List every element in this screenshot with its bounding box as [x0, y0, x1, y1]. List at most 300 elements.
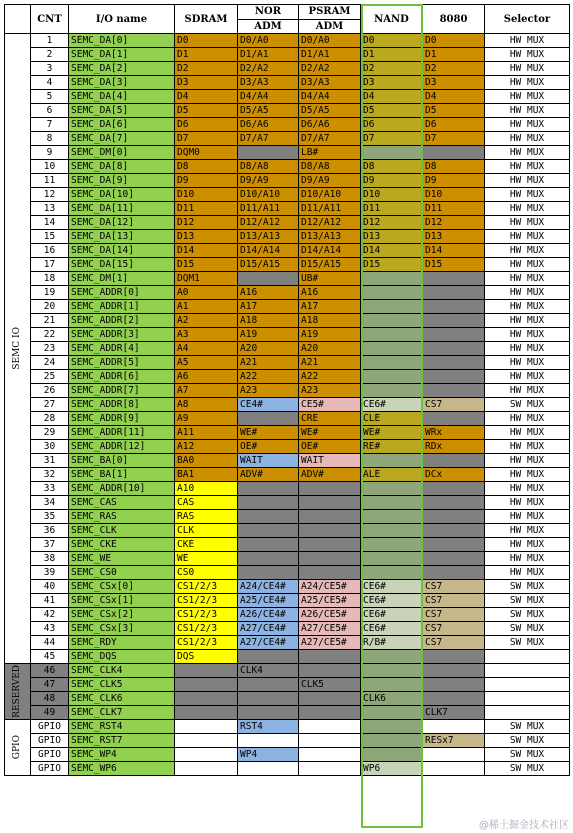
cell-cnt: 37	[31, 538, 69, 552]
cell-nor: OE#	[238, 440, 299, 454]
table-row	[5, 216, 570, 230]
table-row	[5, 132, 570, 146]
group-label-text: SEMC IO	[12, 327, 22, 370]
cell-io-name: SEMC_DM[0]	[69, 146, 175, 160]
cell-nor: WP4	[238, 748, 299, 762]
cell-psram	[299, 566, 361, 580]
cell-selector: SW MUX	[485, 762, 570, 776]
header-cnt: CNT	[31, 5, 69, 34]
cell-io-name: SEMC_BA[0]	[69, 454, 175, 468]
cell-psram: UB#	[299, 272, 361, 286]
table-row	[5, 692, 570, 706]
cell-i8080	[423, 356, 485, 370]
cell-io-name: SEMC_ADDR[8]	[69, 398, 175, 412]
header-nand: NAND	[361, 5, 423, 34]
cell-nor: D3/A3	[238, 76, 299, 90]
cell-i8080: D15	[423, 258, 485, 272]
cell-io-name: SEMC_ADDR[10]	[69, 482, 175, 496]
cell-nor: A24/CE4#	[238, 580, 299, 594]
cell-nand: RE#	[361, 440, 423, 454]
cell-cnt: 42	[31, 608, 69, 622]
header-psram: PSRAM	[299, 5, 361, 20]
cell-selector: HW MUX	[485, 90, 570, 104]
cell-io-name: SEMC_DA[5]	[69, 104, 175, 118]
header-selector: Selector	[485, 5, 570, 34]
cell-nand: CE6#	[361, 608, 423, 622]
table-row	[5, 538, 570, 552]
cell-nand: CE6#	[361, 622, 423, 636]
group-label	[5, 664, 31, 720]
cell-psram: A26/CE5#	[299, 608, 361, 622]
cell-nor: D11/A11	[238, 202, 299, 216]
cell-nor: D2/A2	[238, 62, 299, 76]
cell-sdram: D0	[175, 34, 238, 48]
table-row	[5, 650, 570, 664]
cell-io-name: SEMC_ADDR[0]	[69, 286, 175, 300]
cell-io-name: SEMC_WE	[69, 552, 175, 566]
cell-selector: HW MUX	[485, 174, 570, 188]
cell-io-name: SEMC_CS0	[69, 566, 175, 580]
cell-nor: CE4#	[238, 398, 299, 412]
table-row	[5, 720, 570, 734]
table-row	[5, 104, 570, 118]
cell-psram	[299, 664, 361, 678]
cell-cnt: 32	[31, 468, 69, 482]
cell-sdram: CS1/2/3	[175, 636, 238, 650]
cell-nand: D2	[361, 62, 423, 76]
cell-io-name: SEMC_DM[1]	[69, 272, 175, 286]
cell-psram: WE#	[299, 426, 361, 440]
cell-psram	[299, 538, 361, 552]
table-row	[5, 90, 570, 104]
cell-nor: A19	[238, 328, 299, 342]
cell-cnt: 24	[31, 356, 69, 370]
cell-io-name: SEMC_DA[15]	[69, 258, 175, 272]
cell-sdram: CS1/2/3	[175, 580, 238, 594]
cell-psram: CRE	[299, 412, 361, 426]
cell-sdram: D5	[175, 104, 238, 118]
cell-sdram: BA0	[175, 454, 238, 468]
cell-cnt: 21	[31, 314, 69, 328]
cell-io-name: SEMC_CSx[0]	[69, 580, 175, 594]
cell-psram	[299, 510, 361, 524]
header-corner	[5, 5, 31, 34]
cell-psram: A21	[299, 356, 361, 370]
cell-selector: HW MUX	[485, 118, 570, 132]
cell-selector: HW MUX	[485, 34, 570, 48]
cell-cnt: 48	[31, 692, 69, 706]
cell-cnt: 14	[31, 216, 69, 230]
cell-cnt: 25	[31, 370, 69, 384]
table-row	[5, 258, 570, 272]
cell-i8080	[423, 538, 485, 552]
cell-nand	[361, 272, 423, 286]
cell-nand: D3	[361, 76, 423, 90]
cell-cnt: 29	[31, 426, 69, 440]
cell-sdram: D14	[175, 244, 238, 258]
cell-sdram: A6	[175, 370, 238, 384]
cell-sdram: A12	[175, 440, 238, 454]
cell-selector: HW MUX	[485, 440, 570, 454]
cell-cnt: GPIO	[31, 734, 69, 748]
cell-i8080: CS7	[423, 608, 485, 622]
cell-nand: D7	[361, 132, 423, 146]
cell-i8080	[423, 272, 485, 286]
cell-nor: D6/A6	[238, 118, 299, 132]
cell-selector: HW MUX	[485, 132, 570, 146]
cell-psram: A19	[299, 328, 361, 342]
cell-io-name: SEMC_DA[12]	[69, 216, 175, 230]
cell-nand: CE6#	[361, 594, 423, 608]
cell-selector: SW MUX	[485, 734, 570, 748]
cell-cnt: GPIO	[31, 748, 69, 762]
cell-i8080: D11	[423, 202, 485, 216]
cell-nand: D12	[361, 216, 423, 230]
cell-nand: D0	[361, 34, 423, 48]
group-label	[5, 720, 31, 776]
cell-selector: HW MUX	[485, 244, 570, 258]
cell-selector: HW MUX	[485, 370, 570, 384]
cell-cnt: 31	[31, 454, 69, 468]
cell-io-name: SEMC_BA[1]	[69, 468, 175, 482]
cell-nor: A21	[238, 356, 299, 370]
cell-i8080	[423, 762, 485, 776]
cell-cnt: 41	[31, 594, 69, 608]
table-row	[5, 412, 570, 426]
cell-nand: D9	[361, 174, 423, 188]
cell-psram: D13/A13	[299, 230, 361, 244]
cell-i8080: RESx7	[423, 734, 485, 748]
cell-io-name: SEMC_DA[10]	[69, 188, 175, 202]
cell-nor: WAIT	[238, 454, 299, 468]
cell-selector	[485, 678, 570, 692]
cell-nand: WE#	[361, 426, 423, 440]
cell-selector	[485, 692, 570, 706]
cell-i8080: WRx	[423, 426, 485, 440]
cell-nand: CLK6	[361, 692, 423, 706]
cell-io-name: SEMC_DA[8]	[69, 160, 175, 174]
cell-nor	[238, 734, 299, 748]
cell-nor	[238, 146, 299, 160]
cell-nor	[238, 496, 299, 510]
cell-sdram: D8	[175, 160, 238, 174]
cell-cnt: 34	[31, 496, 69, 510]
cell-nand	[361, 720, 423, 734]
cell-psram	[299, 706, 361, 720]
cell-cnt: 44	[31, 636, 69, 650]
cell-i8080	[423, 496, 485, 510]
cell-nand	[361, 538, 423, 552]
cell-i8080	[423, 314, 485, 328]
cell-psram: OE#	[299, 440, 361, 454]
cell-psram: A27/CE5#	[299, 636, 361, 650]
table-row	[5, 454, 570, 468]
table-row	[5, 356, 570, 370]
cell-psram: A24/CE5#	[299, 580, 361, 594]
cell-selector: HW MUX	[485, 426, 570, 440]
cell-sdram: A2	[175, 314, 238, 328]
cell-sdram: D11	[175, 202, 238, 216]
cell-cnt: 19	[31, 286, 69, 300]
table-row	[5, 608, 570, 622]
cell-i8080	[423, 748, 485, 762]
table-row	[5, 426, 570, 440]
cell-i8080: CS7	[423, 636, 485, 650]
cell-cnt: 47	[31, 678, 69, 692]
cell-selector: HW MUX	[485, 538, 570, 552]
cell-nor: D4/A4	[238, 90, 299, 104]
cell-selector: HW MUX	[485, 104, 570, 118]
cell-nand	[361, 370, 423, 384]
cell-psram: ADV#	[299, 468, 361, 482]
group-label-text: GPIO	[12, 735, 22, 760]
cell-psram: D8/A8	[299, 160, 361, 174]
cell-selector: HW MUX	[485, 188, 570, 202]
cell-nand	[361, 678, 423, 692]
cell-nand	[361, 706, 423, 720]
cell-psram: D6/A6	[299, 118, 361, 132]
cell-nand: CE6#	[361, 580, 423, 594]
cell-cnt: 6	[31, 104, 69, 118]
cell-cnt: 33	[31, 482, 69, 496]
cell-cnt: 35	[31, 510, 69, 524]
cell-sdram: CKE	[175, 538, 238, 552]
cell-i8080: D3	[423, 76, 485, 90]
cell-cnt: 26	[31, 384, 69, 398]
cell-nor: RST4	[238, 720, 299, 734]
cell-cnt: 45	[31, 650, 69, 664]
cell-nor: D10/A10	[238, 188, 299, 202]
cell-io-name: SEMC_CLK7	[69, 706, 175, 720]
cell-selector: HW MUX	[485, 496, 570, 510]
cell-sdram: D7	[175, 132, 238, 146]
cell-selector: HW MUX	[485, 384, 570, 398]
cell-io-name: SEMC_ADDR[7]	[69, 384, 175, 398]
cell-psram: D15/A15	[299, 258, 361, 272]
cell-io-name: SEMC_DA[1]	[69, 48, 175, 62]
cell-i8080	[423, 720, 485, 734]
cell-nand	[361, 384, 423, 398]
cell-io-name: SEMC_CLK4	[69, 664, 175, 678]
cell-selector: HW MUX	[485, 76, 570, 90]
cell-nand	[361, 510, 423, 524]
cell-io-name: SEMC_DA[9]	[69, 174, 175, 188]
cell-io-name: SEMC_ADDR[5]	[69, 356, 175, 370]
cell-nand: D5	[361, 104, 423, 118]
cell-psram	[299, 762, 361, 776]
cell-nand	[361, 146, 423, 160]
cell-nor: D0/A0	[238, 34, 299, 48]
cell-psram: A20	[299, 342, 361, 356]
cell-sdram: D9	[175, 174, 238, 188]
cell-i8080	[423, 692, 485, 706]
cell-nand: CLE	[361, 412, 423, 426]
cell-sdram: D10	[175, 188, 238, 202]
pinmux-table	[4, 4, 570, 776]
cell-io-name: SEMC_CLK	[69, 524, 175, 538]
cell-nor: A16	[238, 286, 299, 300]
cell-sdram: DQM1	[175, 272, 238, 286]
cell-nor	[238, 762, 299, 776]
cell-io-name: SEMC_DA[6]	[69, 118, 175, 132]
cell-psram: D14/A14	[299, 244, 361, 258]
cell-cnt: 23	[31, 342, 69, 356]
cell-cnt: 12	[31, 188, 69, 202]
cell-nand	[361, 454, 423, 468]
table-row	[5, 286, 570, 300]
cell-i8080: CS7	[423, 594, 485, 608]
cell-i8080: D14	[423, 244, 485, 258]
cell-io-name: SEMC_ADDR[3]	[69, 328, 175, 342]
table-row	[5, 174, 570, 188]
cell-i8080	[423, 384, 485, 398]
cell-selector	[485, 650, 570, 664]
cell-nor: WE#	[238, 426, 299, 440]
cell-cnt: 39	[31, 566, 69, 580]
cell-cnt: 28	[31, 412, 69, 426]
cell-cnt: 38	[31, 552, 69, 566]
cell-io-name: SEMC_DA[4]	[69, 90, 175, 104]
cell-cnt: 9	[31, 146, 69, 160]
cell-selector	[485, 706, 570, 720]
cell-nor: A25/CE4#	[238, 594, 299, 608]
cell-selector: SW MUX	[485, 720, 570, 734]
cell-cnt: 22	[31, 328, 69, 342]
cell-sdram: WE	[175, 552, 238, 566]
cell-psram: A22	[299, 370, 361, 384]
cell-nor: D5/A5	[238, 104, 299, 118]
cell-selector: SW MUX	[485, 580, 570, 594]
cell-i8080: D2	[423, 62, 485, 76]
cell-sdram: D3	[175, 76, 238, 90]
cell-selector: HW MUX	[485, 468, 570, 482]
cell-psram: A23	[299, 384, 361, 398]
table-row	[5, 580, 570, 594]
cell-psram: A18	[299, 314, 361, 328]
cell-nand	[361, 566, 423, 580]
table-row	[5, 244, 570, 258]
cell-psram: D3/A3	[299, 76, 361, 90]
table-row	[5, 482, 570, 496]
cell-psram: D9/A9	[299, 174, 361, 188]
table-row	[5, 510, 570, 524]
cell-cnt: 43	[31, 622, 69, 636]
cell-selector: SW MUX	[485, 608, 570, 622]
cell-sdram: A7	[175, 384, 238, 398]
cell-sdram: DQM0	[175, 146, 238, 160]
cell-io-name: SEMC_RDY	[69, 636, 175, 650]
cell-io-name: SEMC_DQS	[69, 650, 175, 664]
cell-nor	[238, 650, 299, 664]
cell-nor: A26/CE4#	[238, 608, 299, 622]
table-row	[5, 34, 570, 48]
cell-sdram: A0	[175, 286, 238, 300]
cell-nand	[361, 524, 423, 538]
cell-sdram: CS1/2/3	[175, 622, 238, 636]
cell-psram: A25/CE5#	[299, 594, 361, 608]
cell-i8080	[423, 454, 485, 468]
cell-nand	[361, 300, 423, 314]
cell-io-name: SEMC_CAS	[69, 496, 175, 510]
cell-sdram: D2	[175, 62, 238, 76]
table-row	[5, 762, 570, 776]
cell-selector: HW MUX	[485, 286, 570, 300]
cell-nand: D15	[361, 258, 423, 272]
cell-selector: HW MUX	[485, 300, 570, 314]
cell-nor	[238, 566, 299, 580]
cell-psram	[299, 524, 361, 538]
cell-nor	[238, 692, 299, 706]
cell-nor: D1/A1	[238, 48, 299, 62]
table-row	[5, 342, 570, 356]
cell-sdram: D13	[175, 230, 238, 244]
cell-i8080	[423, 510, 485, 524]
cell-io-name: SEMC_ADDR[12]	[69, 440, 175, 454]
cell-selector: HW MUX	[485, 146, 570, 160]
cell-nor: D15/A15	[238, 258, 299, 272]
cell-i8080	[423, 146, 485, 160]
table-row	[5, 272, 570, 286]
cell-selector: HW MUX	[485, 412, 570, 426]
header-io-name: I/O name	[69, 5, 175, 34]
cell-nor	[238, 524, 299, 538]
cell-cnt: 5	[31, 90, 69, 104]
cell-selector: HW MUX	[485, 160, 570, 174]
cell-selector: SW MUX	[485, 622, 570, 636]
cell-psram	[299, 496, 361, 510]
table-row	[5, 734, 570, 748]
cell-sdram: D1	[175, 48, 238, 62]
cell-nand: D1	[361, 48, 423, 62]
cell-sdram	[175, 734, 238, 748]
cell-i8080: CS7	[423, 398, 485, 412]
cell-nand	[361, 286, 423, 300]
cell-cnt: 36	[31, 524, 69, 538]
header-nor-adm: ADM	[238, 19, 299, 34]
cell-cnt: GPIO	[31, 720, 69, 734]
cell-cnt: 16	[31, 244, 69, 258]
cell-nand	[361, 496, 423, 510]
cell-psram: A16	[299, 286, 361, 300]
cell-nand: WP6	[361, 762, 423, 776]
watermark: @稀土掘金技术社区	[479, 820, 569, 831]
cell-nor	[238, 678, 299, 692]
table-row	[5, 468, 570, 482]
cell-psram: D0/A0	[299, 34, 361, 48]
cell-io-name: SEMC_ADDR[4]	[69, 342, 175, 356]
cell-nor: ADV#	[238, 468, 299, 482]
cell-i8080: D4	[423, 90, 485, 104]
cell-cnt: 1	[31, 34, 69, 48]
cell-sdram: CLK	[175, 524, 238, 538]
cell-psram: D2/A2	[299, 62, 361, 76]
cell-i8080: CLK7	[423, 706, 485, 720]
table-row	[5, 566, 570, 580]
cell-i8080	[423, 412, 485, 426]
cell-cnt: 13	[31, 202, 69, 216]
table-row	[5, 594, 570, 608]
table-row	[5, 370, 570, 384]
cell-psram	[299, 734, 361, 748]
cell-nand: R/B#	[361, 636, 423, 650]
table-row	[5, 748, 570, 762]
cell-selector: HW MUX	[485, 510, 570, 524]
cell-nand: D10	[361, 188, 423, 202]
cell-i8080: CS7	[423, 580, 485, 594]
cell-cnt: 18	[31, 272, 69, 286]
cell-selector: HW MUX	[485, 314, 570, 328]
table-row	[5, 62, 570, 76]
